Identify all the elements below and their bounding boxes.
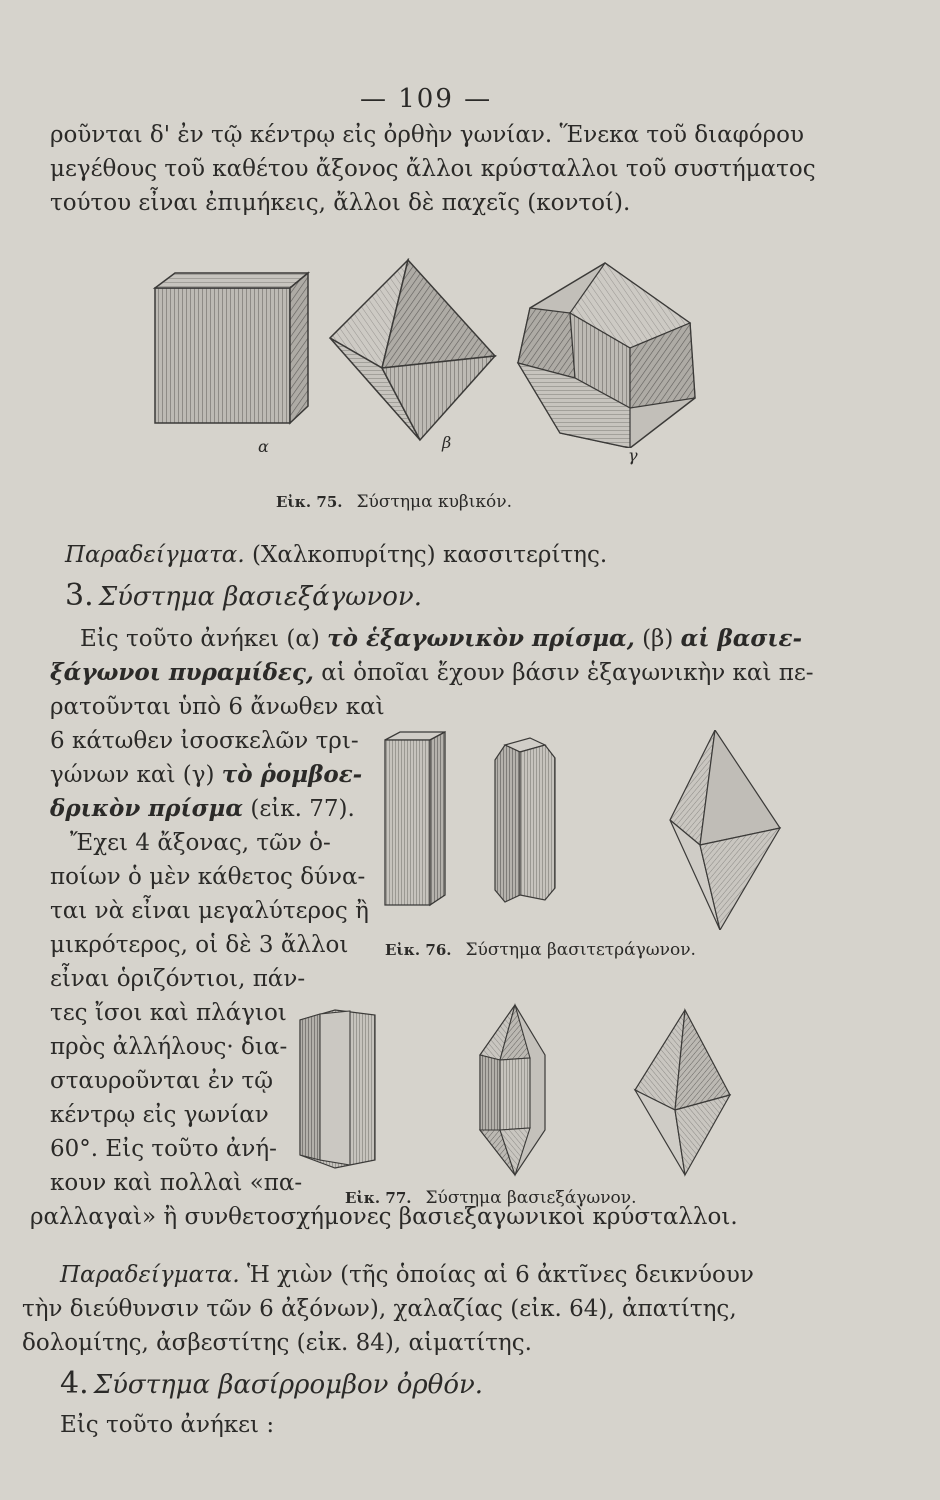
figure-label: Εἰκ. 75. — [276, 493, 343, 511]
text-line — [50, 656, 814, 690]
text-line: τὴν διεύθυνσιν τῶν 6 ἀξόνων), χαλαζίας (εἰκ. 64), ἀπατίτης, — [22, 1296, 737, 1322]
text-line: 6 κάτωθεν ἰσοσκελῶν τρι- — [50, 728, 359, 754]
term-pyramids: ξάγωνοι πυραμίδες, — [50, 659, 314, 686]
figure-title: Σύστημα βασιτετράγωνον. — [465, 940, 696, 960]
text-line — [80, 622, 802, 656]
section-3-heading — [65, 578, 422, 613]
text-line — [50, 792, 355, 826]
text-line: μεγέθους τοῦ καθέτου ἄξονος ἄλλοι κρύσταλλοι τοῦ συστήματος — [50, 156, 816, 182]
term-pyramids: αἱ βασιε- — [680, 625, 803, 652]
cube-top — [155, 273, 308, 288]
figure-letter: γ — [628, 446, 638, 465]
text-line: σταυροῦνται ἐν τῷ — [50, 1068, 273, 1094]
examples-line — [65, 538, 607, 572]
cube-front — [155, 288, 290, 423]
examples-label: Παραδείγματα. — [65, 542, 245, 568]
text-line: εἶναι ὁριζόντιοι, πάν- — [50, 966, 306, 992]
text-line: ποίων ὁ μὲν κάθετος δύνα- — [50, 864, 366, 890]
text-line: μικρότερος, οἱ δὲ 3 ἄλλοι — [50, 932, 349, 958]
figure-77-drawings — [290, 1000, 750, 1180]
text-line: ροῦνται δ' ἐν τῷ κέντρῳ εἰς ὀρθὴν γωνίαν. Ἕνεκα τοῦ διαφόρου — [50, 122, 804, 148]
figure-label: Εἰκ. 77. — [345, 1189, 412, 1207]
figure-75-caption — [276, 492, 512, 512]
term-hexagonal-prism: τὸ ἑξαγωνικὸν πρίσμα, — [327, 625, 635, 652]
figure-77-caption — [345, 1188, 637, 1208]
text-line: τες ἴσοι καὶ πλάγιοι — [50, 1000, 287, 1026]
text-span: Εἰς τοῦτο ἀνήκει (α) — [80, 626, 320, 652]
text-line: κουν καὶ πολλαὶ «πα- — [50, 1170, 303, 1196]
page-number: — 109 — — [360, 84, 493, 114]
text-line: ρατοῦνται ὑπὸ 6 ἄνωθεν καὶ — [50, 694, 385, 720]
octahedron-lower-right — [382, 356, 495, 440]
text-line: κέντρῳ εἰς γωνίαν — [50, 1102, 269, 1128]
text-line: δολομίτης, ἀσβεστίτης (εἰκ. 84), αἱματίτης. — [22, 1330, 532, 1356]
text-line — [50, 758, 362, 792]
figure-title: Σύστημα βασιεξάγωνον. — [425, 1188, 637, 1208]
figure-letter: α — [258, 437, 269, 456]
section-4-heading — [60, 1366, 483, 1401]
text-line: πρὸς ἀλλήλους· δια- — [50, 1034, 288, 1060]
text-line: Εἰς τοῦτο ἀνήκει : — [60, 1412, 275, 1438]
text-line — [60, 1258, 754, 1292]
figure-label: Εἰκ. 76. — [385, 941, 452, 959]
term-rhombohedral-prism: δρικὸν πρίσμα — [50, 795, 244, 822]
section-number: 4. — [60, 1366, 89, 1401]
figure-letter: β — [442, 433, 452, 452]
text-line: τούτου εἶναι ἐπιμήκεις, ἄλλοι δὲ παχεῖς (κοντοί). — [50, 190, 631, 216]
text-span: (β) — [642, 626, 674, 652]
figure-76-drawings — [380, 730, 790, 930]
section-number: 3. — [65, 578, 94, 613]
figure-title: Σύστημα κυβικόν. — [356, 492, 513, 512]
section-title: Σύστημα βασίρρομβον ὀρθόν. — [93, 1370, 484, 1400]
term-rhombohedral-prism: τὸ ῥομβοε- — [221, 761, 363, 788]
text-line: ται νὰ εἶναι μεγαλύτερος ἢ — [50, 898, 369, 924]
text-line: 60°. Εἰς τοῦτο ἀνή- — [50, 1136, 277, 1162]
text-span: αἱ ὁποῖαι ἔχουν βάσιν ἑξαγωνικὴν καὶ πε- — [321, 660, 814, 686]
examples-text: Ἡ χιὼν (τῆς ὁποίας αἱ 6 ἀκτῖνες δεικνύουν — [246, 1262, 754, 1288]
text-line: ραλλαγαὶ» ἢ συνθετοσχήμονες βασιεξαγωνικοὶ κρύσταλλοι. — [30, 1204, 738, 1230]
text-span: γώνων καὶ (γ) — [50, 762, 215, 788]
text-line: Ἔχει 4 ἄξονας, τῶν ὁ- — [70, 830, 331, 856]
cube-side — [290, 273, 308, 423]
examples-label: Παραδείγματα. — [60, 1262, 240, 1288]
figure-75-drawings — [150, 258, 710, 448]
section-title: Σύστημα βασιεξάγωνον. — [98, 582, 422, 612]
figure-76-caption — [385, 940, 696, 960]
examples-text: (Χαλκοπυρίτης) κασσιτερίτης. — [251, 542, 608, 568]
text-span: (εἰκ. 77). — [250, 796, 355, 822]
